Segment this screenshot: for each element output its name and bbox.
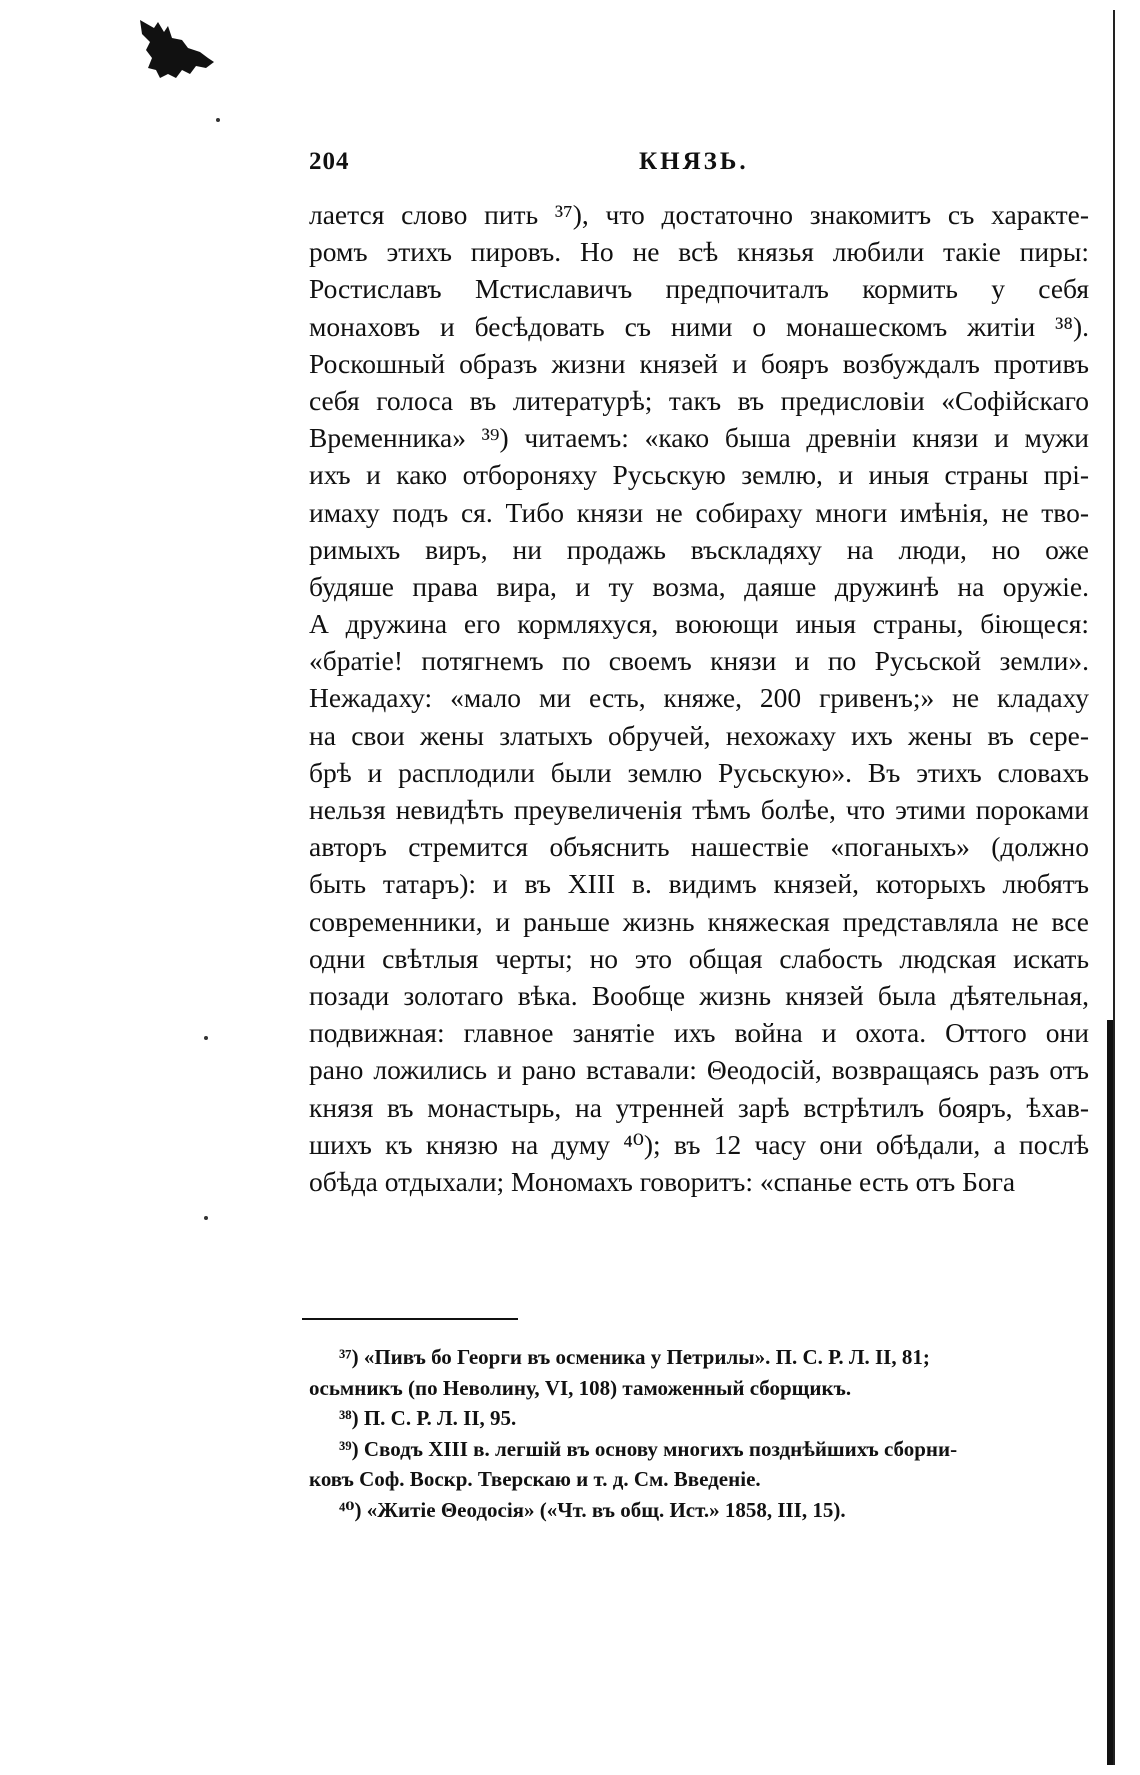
footnote-line: осьмникъ (по Неволину, VI, 108) таможенный сборщикъ. <box>309 1375 852 1400</box>
footnotes <box>309 1342 1089 1525</box>
text-line: Нежадаху: «мало ми есть, княже, 200 гривенъ;» не кладаху <box>309 682 1089 714</box>
text-line: монаховъ и бесѣдовать съ ними о монашескомъ житіи ³⁸). <box>309 310 1089 342</box>
text-line: римыхъ виръ, ни продажь въскладяху на люди, но оже <box>309 533 1089 565</box>
footnote-line: ⁴⁰) «Житіе Θеодосія» («Чт. въ общ. Ист.» 1858, III, 15). <box>339 1497 846 1522</box>
text-line: «братіе! потягнемъ по своемъ князи и по Русьской земли». <box>309 645 1089 677</box>
scan-speck <box>204 1216 208 1220</box>
footnote-line: ³⁸) П. С. Р. Л. II, 95. <box>339 1406 517 1430</box>
text-line: Ростиславъ Мстиславичъ предпочиталъ кормить у себя <box>309 273 1089 305</box>
footnote-line: ³⁹) Сводъ XIII в. легшій въ основу многихъ позднѣйшихъ сборни- <box>339 1436 958 1461</box>
text-line: быть татаръ): и въ XIII в. видимъ князей, которыхъ любятъ <box>309 868 1089 900</box>
body-text <box>309 196 1089 1200</box>
text-line: имаху подъ ся. Тибо князи не собираху многи имѣнія, не тво- <box>309 496 1089 528</box>
page-edge-shadow <box>1107 1020 1113 1765</box>
text-line: будяше права вира, и ту возма, даяше дружинѣ на оружіе. <box>309 570 1089 602</box>
text-line: рано ложились и рано вставали: Θеодосій, возвращаясь разъ отъ <box>309 1054 1089 1086</box>
page-header <box>309 148 759 182</box>
text-line: нельзя невидѣть преувеличенія тѣмъ болѣе, что этими пороками <box>309 794 1089 825</box>
scan-speck <box>204 1036 208 1040</box>
running-title: КНЯЗЬ. <box>639 148 749 175</box>
footnote-line: ковъ Соф. Воскр. Тверскаю и т. д. См. Введеніе. <box>309 1467 761 1491</box>
scan-speck <box>216 118 220 122</box>
text-line: ихъ и како отбороняху Русьскую землю, и иныя страны прі- <box>309 459 1089 491</box>
text-line: шихъ къ князю на думу ⁴⁰); въ 12 часу они обѣдали, а послѣ <box>309 1128 1089 1160</box>
text-line: одни свѣтлыя черты; но это общая слабость людская искать <box>309 942 1089 974</box>
page-edge-line <box>1113 10 1115 1765</box>
text-line: князя въ монастырь, на утренней зарѣ встрѣтилъ бояръ, ѣхав- <box>309 1091 1089 1123</box>
footnote-line: ³⁷) «Пивъ бо Георги въ осменика у Петрилы». П. С. Р. Л. II, 81; <box>339 1345 930 1369</box>
text-line: А дружина его кормляхуся, воюющи иныя страны, біющеся: <box>309 608 1089 640</box>
ink-blot-mark <box>138 18 216 80</box>
text-line: брѣ и расплодили были землю Русьскую». Въ этихъ словахъ <box>309 756 1089 788</box>
text-line: себя голоса въ литературѣ; такъ въ предисловіи «Софійскаго <box>309 384 1089 416</box>
text-line: лается слово пить ³⁷), что достаточно знакомитъ съ характе- <box>309 199 1089 230</box>
text-line: позади золотаго вѣка. Вообще жизнь князей была дѣятельная, <box>309 979 1089 1011</box>
text-line: ромъ этихъ пировъ. Но не всѣ князья любили такіе пиры: <box>309 236 1089 268</box>
page-number: 204 <box>309 148 350 175</box>
text-line: Временника» ³⁹) читаемъ: «како быша древніи князи и мужи <box>309 422 1089 454</box>
text-line: Роскошный образъ жизни князей и бояръ возбуждалъ противъ <box>309 347 1089 379</box>
text-line: современники, и раньше жизнь княжеская представляла не все <box>309 905 1089 937</box>
text-line: обѣда отдыхали; Мономахъ говоритъ: «спанье есть отъ Бога <box>309 1165 1016 1197</box>
text-line: авторъ стремится объяснить нашествіе «поганыхъ» (должно <box>309 831 1089 863</box>
footnote-divider <box>302 1318 518 1320</box>
text-line: подвижная: главное занятіе ихъ война и охота. Оттого они <box>309 1017 1089 1049</box>
text-line: на свои жены златыхъ обручей, нехожаху ихъ жены въ сере- <box>309 719 1089 751</box>
